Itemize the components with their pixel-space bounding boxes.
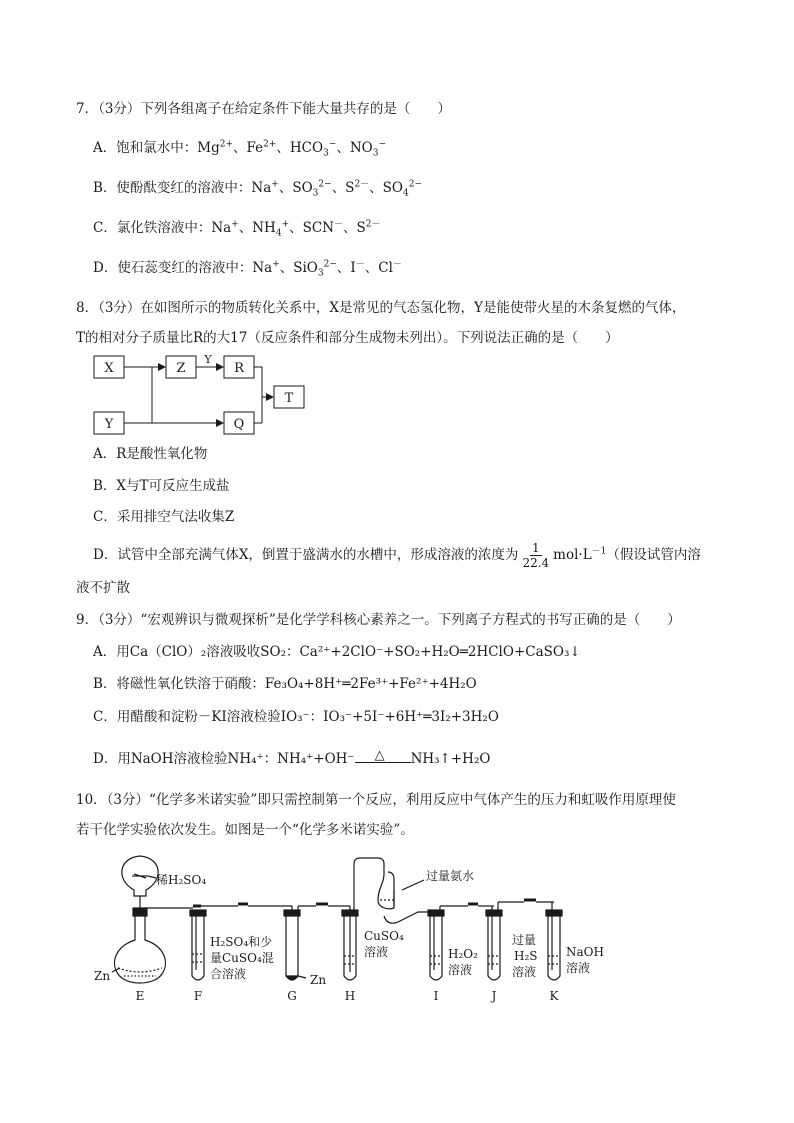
label-dilute-acid: 稀H₂SO₄ <box>156 873 207 887</box>
q7-stem: 7．（3分）下列各组离子在给定条件下能大量共存的是（ ） <box>76 101 451 117</box>
label-j-2: H₂S <box>514 949 538 963</box>
tube-k <box>548 916 560 980</box>
q10-stem-line1: 10．（3分）“化学多米诺实验”即只需控制第一个反应，利用反应中气体产生的压力和虹吸作用原理使 <box>76 792 676 808</box>
label-q: Q <box>233 417 245 432</box>
q8-option-d: D．试管中全部充满气体X，倒置于盛满水的水槽中，形成溶液的浓度为 $\frac{1}{22.4}$ $mol\cdot L^{-1}$（假设试管内溶 <box>93 541 701 570</box>
label-k-1: NaOH <box>566 945 604 959</box>
label-y: Y <box>104 417 114 432</box>
q7-option-b: B．使酚酞变红的溶液中：Na+、$SO_3^{2-}$、$S^{2-}$、$SO_4^{2-}$ <box>93 179 423 199</box>
letter-k: K <box>549 989 559 1003</box>
q7-option-d: D．使石蕊变红的溶液中：Na+、SiO$_3^{2-}$、I－、Cl－ <box>93 259 402 279</box>
label-t: T <box>284 391 294 406</box>
label-h-1: CuSO₄ <box>364 929 404 943</box>
label-f-1: H₂SO₄和少 <box>210 935 273 949</box>
fraction: $\frac{1}{22.4}$ <box>522 541 550 570</box>
letter-h: H <box>344 989 356 1003</box>
label-r: R <box>234 361 244 376</box>
letter-i: I <box>433 989 439 1003</box>
label-i-2: 溶液 <box>448 963 473 977</box>
label-j-1: 过量 <box>512 933 537 947</box>
q8-option-c: C．采用排空气法收集Z <box>93 509 235 525</box>
tube-j <box>488 916 500 980</box>
label-j-3: 溶液 <box>512 965 537 979</box>
q9-option-d: D．用NaOH溶液检验NH₄⁺：NH₄⁺+OH⁻ △ NH₃↑+H₂O <box>93 749 490 770</box>
label-zn-g: Zn <box>310 973 327 987</box>
domino-apparatus <box>88 850 628 1005</box>
q8-option-a: A．R是酸性氧化物 <box>93 446 208 462</box>
q9-stem: 9．（3分）“宏观辨识与微观探析”是化学学科核心素养之一。下列离子方程式的书写正确的是（ ） <box>76 612 681 628</box>
heating-arrow: △ <box>355 750 411 770</box>
tube-g <box>286 916 298 980</box>
q8-option-b: B．X与T可反应生成盐 <box>93 478 230 494</box>
arrow-label-y: Y <box>204 353 212 366</box>
flask-e <box>115 916 166 983</box>
letter-j: J <box>491 989 497 1003</box>
q8-stem-line1: 8．（3分）在如图所示的物质转化关系中，X是常见的气态氢化物，Y是能使带火星的木条复燃的气体， <box>76 300 686 316</box>
label-z: Z <box>176 361 186 376</box>
q7-option-a: A．饱和氯水中：$Mg^{2+}$、$Fe^{2+}$、$HCO_3^-$、$NO_3^-$ <box>93 139 387 159</box>
label-f-3: 合溶液 <box>210 967 247 981</box>
u-tube <box>378 872 394 909</box>
q8-conversion-diagram <box>90 352 320 438</box>
tube-f <box>192 916 204 980</box>
label-ammonia: 过量氨水 <box>426 869 475 883</box>
q10-stem-line2: 若干化学实验依次发生。如图是一个“化学多米诺实验”。 <box>76 822 414 838</box>
q8-stem-line2: T的相对分子质量比R的大17（反应条件和部分生成物未列出）。下列说法正确的是（ ） <box>76 330 619 346</box>
label-h-2: 溶液 <box>364 945 389 959</box>
q9-option-b: B．将磁性氧化铁溶于硝酸：Fe₃O₄+8H⁺═2Fe³⁺+Fe²⁺+4H₂O <box>93 676 477 692</box>
letter-f: F <box>193 989 203 1003</box>
label-i-1: H₂O₂ <box>448 947 478 961</box>
q9-option-c: C．用醋酸和淀粉－KI溶液检验IO₃⁻：IO₃⁻+5I⁻+6H⁺═3I₂+3H₂O <box>93 709 499 725</box>
q9-option-a: A．用Ca（ClO）₂溶液吸收SO₂：Ca²⁺+2ClO⁻+SO₂+H₂O═2HClO+CaSO₃↓ <box>93 644 581 660</box>
q8-option-d-continued: 液不扩散 <box>76 580 130 596</box>
tube-i <box>430 916 442 980</box>
label-x: X <box>104 361 114 376</box>
q7-option-c: C．氯化铁溶液中：Na+、$NH_4^+$、SCN－、$S^{2-}$ <box>93 219 381 239</box>
letter-g: G <box>287 989 297 1003</box>
label-k-2: 溶液 <box>566 961 591 975</box>
label-zn-e: Zn <box>94 969 111 983</box>
letter-e: E <box>135 989 145 1003</box>
label-f-2: 量CuSO₄混 <box>210 951 274 965</box>
